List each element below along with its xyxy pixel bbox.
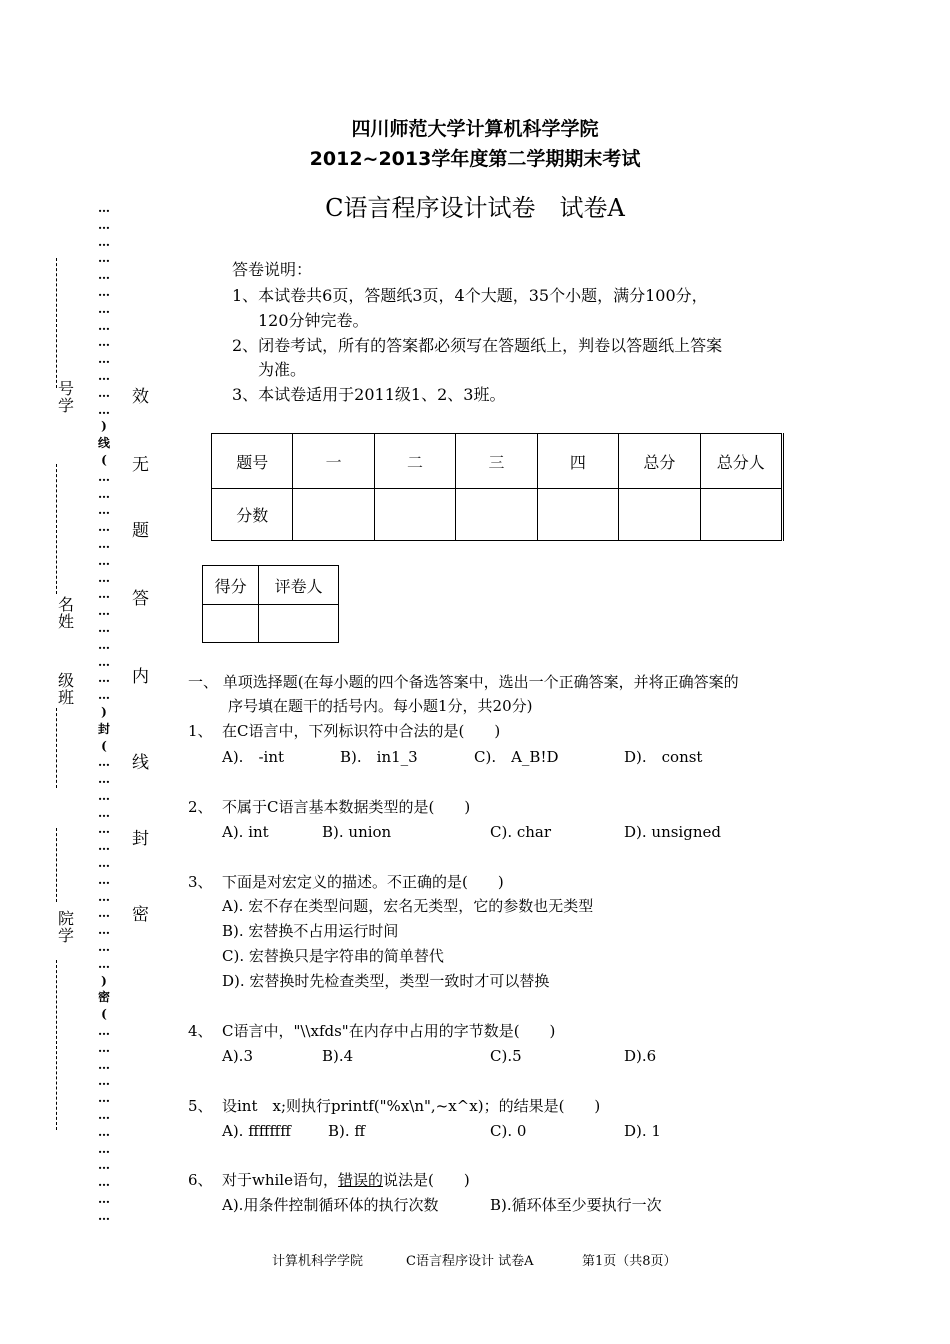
side-field-name: 名 姓 [57,595,74,631]
instruction-2-cont: 为准。 [258,360,307,379]
grader-score-cell [203,605,259,643]
score-header-cell: 二 [374,434,455,489]
warning-char-1: 效 [132,387,149,407]
question-3-number: 3、 [188,873,213,891]
score-cell [293,489,374,541]
warning-char-7: 封 [132,829,149,849]
question-6-option-b: B).循环体至少要执行一次 [490,1196,662,1214]
college-fill-line-2 [56,960,69,1130]
grader-table [202,565,339,643]
score-header-cell: 四 [537,434,618,489]
question-5-option-d: D). 1 [624,1122,661,1140]
question-6-stem: 对于while语句，错误的说法是( ) [222,1171,470,1189]
school-title: 四川师范大学计算机科学学院 [351,118,599,140]
warning-char-2: 无 [132,455,149,475]
grader-score-label: 得分 [203,566,259,605]
question-3-option-c: C). 宏替换只是字符串的简单替代 [222,947,444,965]
warning-char-5: 内 [132,667,149,687]
class-fill-line [56,708,69,788]
question-1-stem: 在C语言中，下列标识符中合法的是( ) [222,722,501,740]
question-2-option-d: D). unsigned [624,823,721,841]
score-cell [456,489,537,541]
question-2-number: 2、 [188,798,213,816]
question-1-option-c: C). A_B!D [474,748,559,766]
instruction-1: 1、本试卷共6页，答题纸3页，4个大题，35个小题，满分100分， [232,286,708,305]
question-2-stem: 不属于C语言基本数据类型的是( ) [222,798,471,816]
question-5-option-a: A). ffffffff [222,1122,291,1140]
side-field-class: 级 班 [57,671,74,707]
warning-char-3: 题 [132,521,149,541]
score-header-cell: 一 [293,434,374,489]
question-1-option-b: B). in1_3 [340,748,418,766]
score-table [211,433,784,541]
grader-name-cell [259,605,339,643]
question-2-option-c: C). char [490,823,552,841]
exam-title: C语言程序设计试卷 试卷A [325,194,625,222]
question-3-option-b: B). 宏替换不占用运行时间 [222,922,399,940]
binding-line-dots: … … … … … … … … … … … … … ) 线 ( … … … … … … … … … … … … … … ) 封 ( … … … … … … … … … … … … … ) 密 ( … … … … … … … … … … … … [97,201,110,1223]
warning-char-6: 线 [132,753,149,773]
score-row-label: 分数 [212,489,293,541]
question-1-option-d: D). const [624,748,703,766]
question-4-stem: C语言中，"\\xfds"在内存中占用的字节数是( ) [222,1022,556,1040]
question-6-number: 6、 [188,1171,213,1189]
score-header-cell: 题号 [212,434,293,489]
footer-page: 第1页（共8页） [582,1254,677,1269]
college-fill-line [56,828,69,902]
warning-char-4: 答 [132,589,149,609]
student-id-fill-line [56,258,69,388]
question-5-stem: 设int x;则执行printf("%x\n",~x^x)；的结果是( ) [222,1097,601,1115]
name-fill-line [56,464,69,594]
score-cell [619,489,700,541]
question-4-option-d: D).6 [624,1047,657,1065]
side-field-student-id: 号 学 [57,379,74,415]
warning-char-8: 密 [132,905,149,925]
question-1-number: 1、 [188,722,213,740]
term-title: 2012~2013学年度第二学期期末考试 [309,148,641,170]
question-4-option-c: C).5 [490,1047,522,1065]
question-3-stem: 下面是对宏定义的描述。不正确的是( ) [222,873,504,891]
score-cell [700,489,782,541]
question-6-option-a: A).用条件控制循环体的执行次数 [222,1196,439,1214]
instruction-1-cont: 120分钟完卷。 [258,311,369,330]
side-field-college: 院 学 [57,909,74,945]
question-2-option-a: A). int [222,823,269,841]
question-4-number: 4、 [188,1022,213,1040]
question-5-option-b: B). ff [328,1122,366,1140]
section1-title: 一、 单项选择题(在每小题的四个备选答案中，选出一个正确答案，并将正确答案的 [188,673,739,691]
question-2-option-b: B). union [322,823,392,841]
score-header-cell: 三 [456,434,537,489]
question-5-number: 5、 [188,1097,213,1115]
footer-course: C语言程序设计 试卷A [406,1254,534,1269]
question-5-option-c: C). 0 [490,1122,527,1140]
instruction-3: 3、本试卷适用于2011级1、2、3班。 [232,385,506,404]
score-header-cell: 总分人 [700,434,782,489]
score-cell [537,489,618,541]
instructions-heading: 答卷说明： [232,260,313,279]
score-header-cell: 总分 [619,434,700,489]
question-4-option-a: A).3 [222,1047,253,1065]
section1-title-cont: 序号填在题干的括号内。每小题1分，共20分) [228,697,533,715]
question-6-emphasis: 错误的 [337,1171,383,1189]
question-3-option-d: D). 宏替换时先检查类型，类型一致时才可以替换 [222,972,550,990]
grader-name-label: 评卷人 [259,566,339,605]
score-cell [374,489,455,541]
footer-dept: 计算机科学学院 [272,1254,364,1269]
question-1-option-a: A). -int [222,748,285,766]
question-3-option-a: A). 宏不存在类型问题，宏名无类型，它的参数也无类型 [222,897,594,915]
question-4-option-b: B).4 [322,1047,354,1065]
instruction-2: 2、闭卷考试，所有的答案都必须写在答题纸上，判卷以答题纸上答案 [232,336,723,355]
